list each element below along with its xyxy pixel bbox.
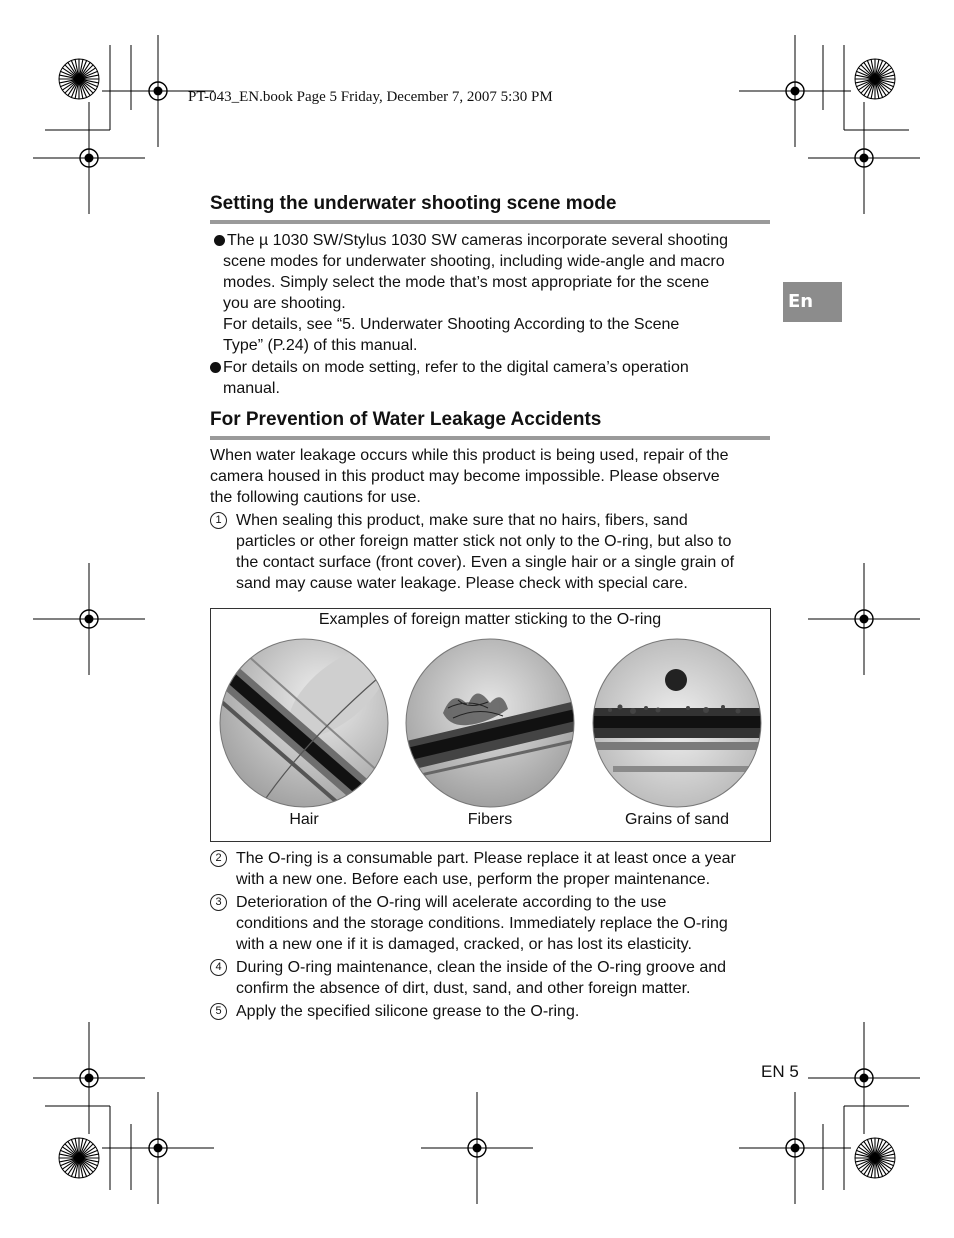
text-line: Apply the specified silicone grease to the O-ring.: [236, 1003, 580, 1020]
bullet-dot: [214, 235, 225, 246]
language-tab: En: [783, 282, 842, 322]
text-line: Deterioration of the O-ring will acelerate according to the use: [236, 894, 667, 911]
text-line: camera housed in this product may become impossible. Please observe: [210, 468, 720, 485]
text-line: When sealing this product, make sure that no hairs, fibers, sand: [236, 512, 688, 529]
oring-photos: [218, 638, 764, 810]
circled-number: 5: [210, 1003, 227, 1020]
section-heading-scene-mode: Setting the underwater shooting scene mode: [210, 193, 617, 214]
text-line: the following cautions for use.: [210, 489, 421, 506]
figure-label-fibers: Fibers: [467, 811, 513, 828]
text-line: particles or other foreign matter stick not only to the O-ring, but also to: [236, 533, 732, 550]
circled-number: 2: [210, 850, 227, 867]
intro-paragraph: [210, 445, 775, 508]
section-heading-leakage: For Prevention of Water Leakage Accidents: [210, 409, 602, 430]
text-line: modes. Simply select the mode that’s most appropriate for the scene: [223, 274, 710, 291]
figure-label-sand: Grains of sand: [624, 811, 730, 828]
text-line: conditions and the storage conditions. Immediately replace the O-ring: [236, 915, 728, 932]
figure-label-hair: Hair: [289, 811, 319, 828]
text-line: The O-ring is a consumable part. Please replace it at least once a year: [236, 850, 736, 867]
text-line: manual.: [223, 380, 280, 397]
circled-number: 1: [210, 512, 227, 529]
page-number: EN 5: [761, 1062, 799, 1081]
circled-number: 3: [210, 894, 227, 911]
text-line: Type” (P.24) of this manual.: [223, 337, 418, 354]
heading-rule: [210, 220, 770, 224]
text-line: with a new one if it is damaged, cracked, or has lost its elasticity.: [236, 936, 692, 953]
text-line: The µ 1030 SW/Stylus 1030 SW cameras incorporate several shooting: [227, 232, 729, 249]
text-line: For details on mode setting, refer to the digital camera’s operation: [223, 359, 689, 376]
circled-number: 4: [210, 959, 227, 976]
text-line: the contact surface (front cover). Even a single hair or a single grain of: [236, 554, 735, 571]
text-line: you are shooting.: [223, 295, 346, 312]
text-line: During O-ring maintenance, clean the inside of the O-ring groove and: [236, 959, 727, 976]
text-line: with a new one. Before each use, perform the proper maintenance.: [236, 871, 711, 888]
print-header: PT-043_EN.book Page 5 Friday, December 7, 2007 5:30 PM: [188, 89, 553, 105]
heading-rule: [210, 436, 770, 440]
text-line: confirm the absence of dirt, dust, sand, and other foreign matter.: [236, 980, 691, 997]
text-line: scene modes for underwater shooting, including wide-angle and macro: [223, 253, 725, 270]
fibers-photo: [398, 639, 588, 807]
text-line: For details, see “5. Underwater Shooting According to the Scene: [223, 316, 680, 333]
bullet-dot: [210, 362, 221, 373]
text-line: When water leakage occurs while this product is being used, repair of the: [210, 447, 729, 464]
figure-caption: Examples of foreign matter sticking to the O-ring: [318, 611, 662, 628]
text-line: sand may cause water leakage. Please check with special care.: [236, 575, 688, 592]
